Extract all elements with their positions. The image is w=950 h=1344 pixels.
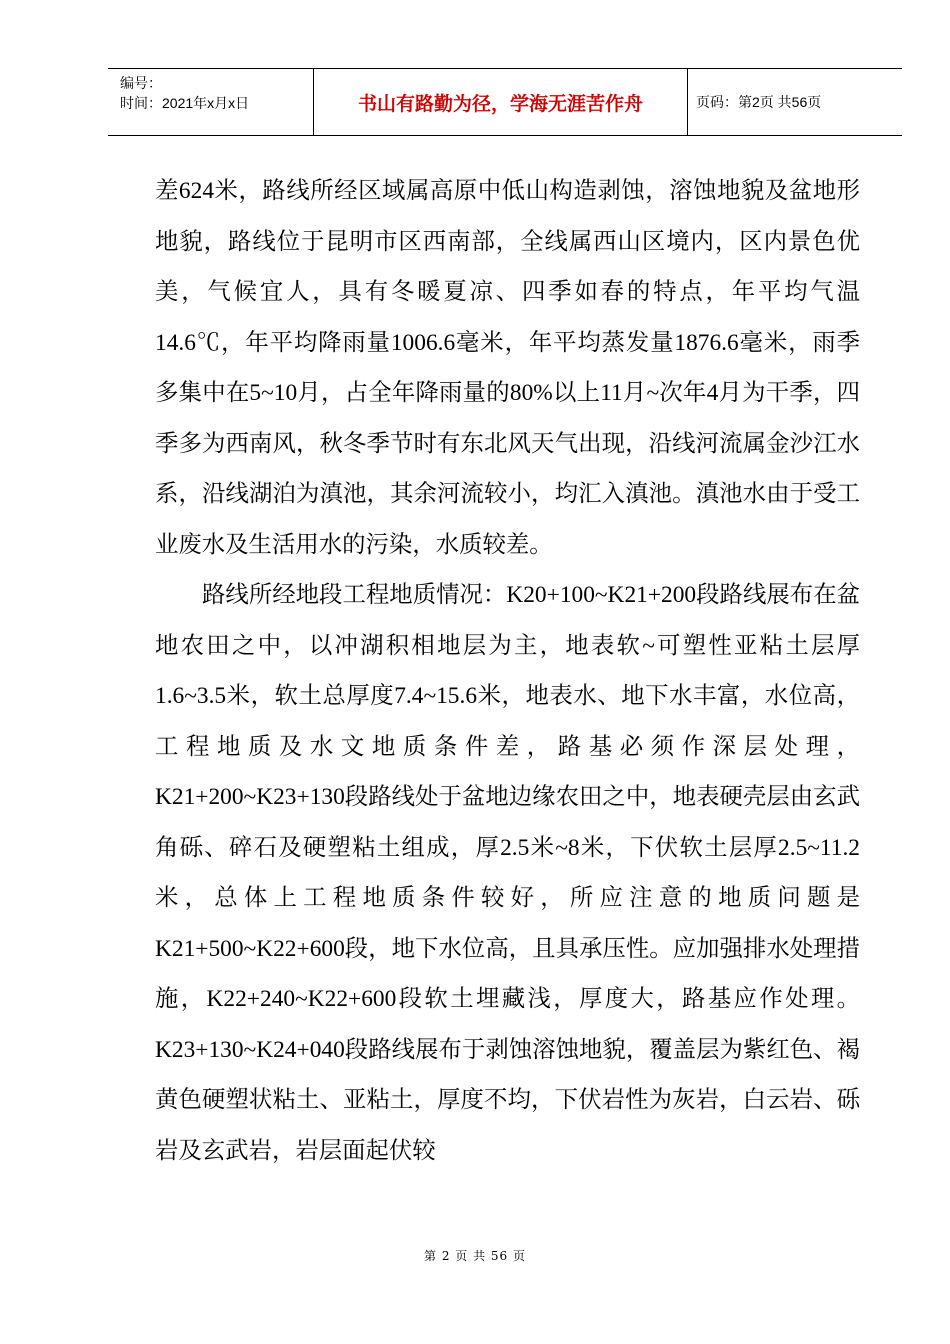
- header-page-info: 页码：第2页 共56页: [696, 94, 822, 110]
- document-number-label: 编号：: [120, 75, 162, 91]
- body-paragraph: 差624米，路线所经区域属高原中低山构造剥蚀，溶蚀地貌及盆地形地貌，路线位于昆明市区西南部，全线属西山区境内，区内景色优美，气候宜人，具有冬暖夏凉、四季如春的特点，年平均气温14.6℃，年平均降雨量1006.6毫米，年平均蒸发量1876.6毫米，雨季多集中在5~10月，占全年降雨量的80%以上11月~次年4月为干季，四季多为西南风，秋冬季节时有东北风天气出现，沿线河流属金沙江水系，沿线湖泊为滇池，其余河流较小，均汇入滇池。滇池水由于受工业废水及生活用水的污染，水质较差。: [155, 178, 860, 558]
- header-motto: 书山有路勤为径，学海无涯苦作舟: [314, 69, 688, 135]
- document-body: [155, 166, 860, 1176]
- body-paragraph: 路线所经地段工程地质情况：K20+100~K21+200段路线展布在盆地农田之中，以冲湖积相地层为主，地表软~可塑性亚粘土层厚1.6~3.5米，软土总厚度7.4~15.6米，地表水、地下水丰富，水位高，工程地质及水文地质条件差，路基必须作深层处理，K21+200~K23+130段路线处于盆地边缘农田之中，地表硬壳层由玄武角砾、碎石及硬塑粘土组成，厚2.5米~8米，下伏软土层厚2.5~11.2米，总体上工程地质条件较好，所应注意的地质问题是K21+500~K22+600段，地下水位高，且具承压性。应加强排水处理措施，K22+240~K22+600段软土埋藏浅，厚度大，路基应作处理。K23+130~K24+040段路线展布于剥蚀溶蚀地貌，覆盖层为紫红色、褐黄色硬塑状粘土、亚粘土，厚度不均，下伏岩性为灰岩，白云岩、砾岩及玄武岩，岩层面起伏较: [155, 582, 860, 1164]
- page-header: [108, 68, 902, 136]
- header-meta-cell: [108, 69, 314, 135]
- page-footer: 第 2 页 共 56 页: [424, 1249, 526, 1263]
- document-time-label: 时间：2021年x月x日: [120, 95, 250, 111]
